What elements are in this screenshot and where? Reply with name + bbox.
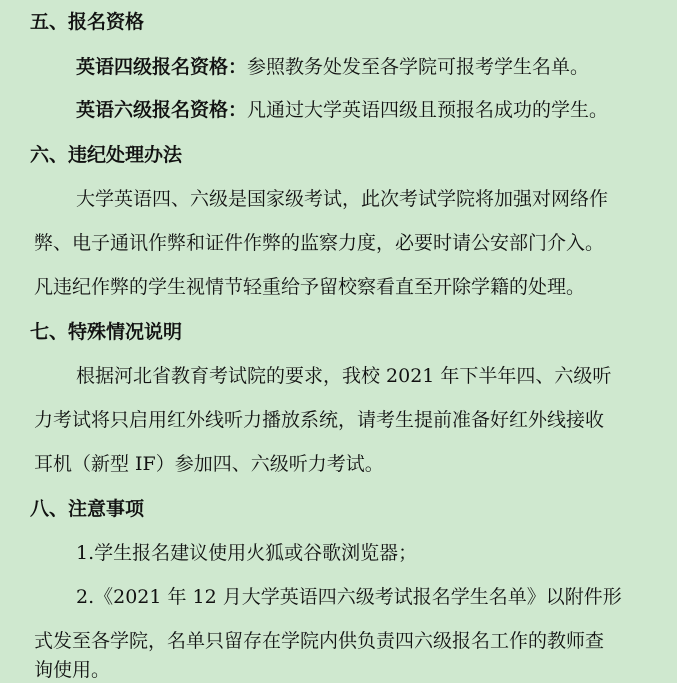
section-6-line-1: 大学英语四、六级是国家级考试，此次考试学院将加强对网络作: [76, 188, 609, 210]
section-6-heading: 六、违纪处理办法: [30, 144, 183, 166]
notice-item-2-line-2: 式发至各学院，名单只留存在学院内供负责四六级报名工作的教师查: [34, 630, 605, 652]
notice-item-2-line-1: 2.《2021 年 12 月大学英语四六级考试报名学生名单》以附件形: [76, 586, 622, 608]
cet6-eligibility-text: 凡通过大学英语四级且预报名成功的学生。: [247, 99, 609, 121]
section-7-line-1: 根据河北省教育考试院的要求，我校 2021 年下半年四、六级听: [76, 365, 612, 387]
section-6-line-3: 凡违纪作弊的学生视情节轻重给予留校察看直至开除学籍的处理。: [34, 276, 586, 298]
cet4-eligibility-label: 英语四级报名资格：: [76, 56, 248, 78]
section-5-heading: 五、报名资格: [30, 11, 145, 33]
cet4-eligibility: [76, 55, 589, 79]
section-7-heading: 七、特殊情况说明: [30, 321, 183, 343]
section-6-line-2: 弊、电子通讯作弊和证件作弊的监察力度，必要时请公安部门介入。: [34, 232, 605, 254]
cet4-eligibility-text: 参照教务处发至各学院可报考学生名单。: [247, 56, 590, 78]
cet6-eligibility: [76, 98, 608, 122]
section-7-line-3: 耳机（新型 IF）参加四、六级听力考试。: [34, 453, 384, 475]
notice-item-2-line-3: 询使用。: [34, 659, 111, 681]
section-7-line-2: 力考试将只启用红外线听力播放系统，请考生提前准备好红外线接收: [34, 409, 605, 431]
cet6-eligibility-label: 英语六级报名资格：: [76, 99, 248, 121]
section-8-heading: 八、注意事项: [30, 498, 145, 520]
notice-item-1: 1.学生报名建议使用火狐或谷歌浏览器；: [76, 542, 418, 564]
